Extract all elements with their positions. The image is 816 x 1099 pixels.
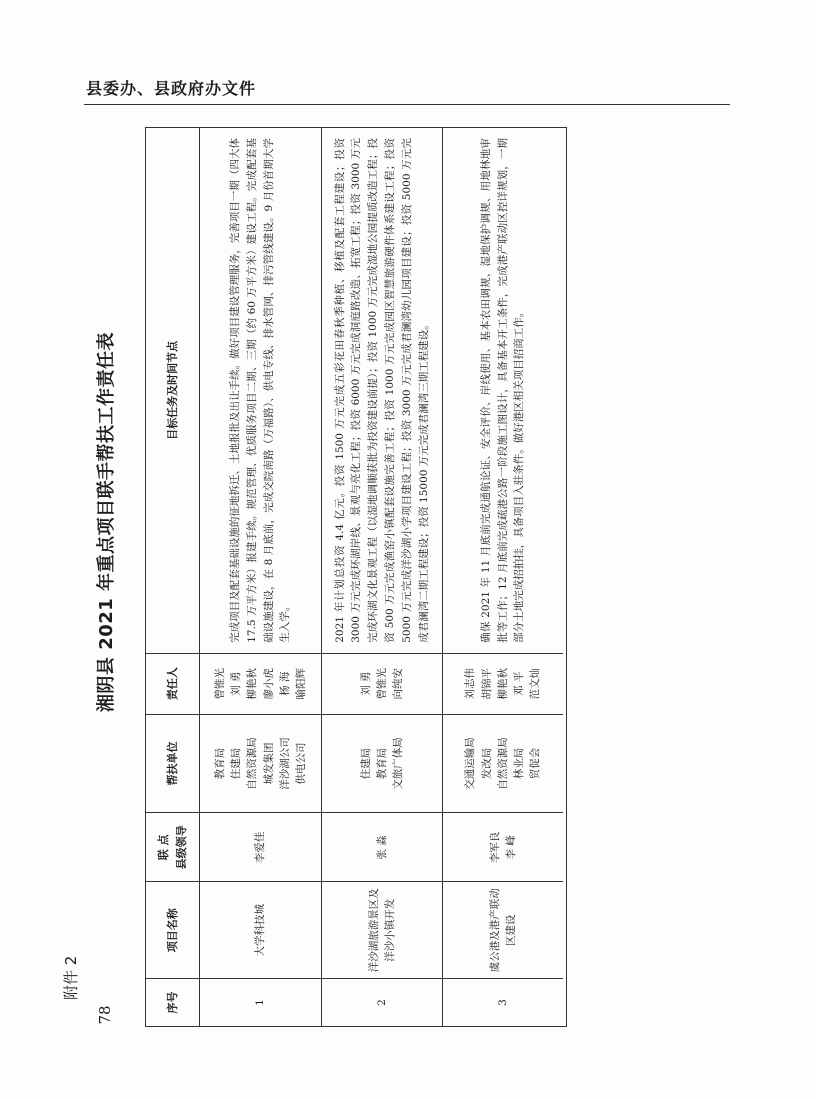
header-no: 序号 (146, 978, 199, 1026)
table-row (200, 128, 321, 1026)
person-name: 柳艳秋 (246, 667, 259, 700)
table-row (321, 128, 442, 1026)
person-name: 曾锥光 (375, 667, 388, 700)
person-name: 向纯安 (392, 667, 405, 700)
attachment-label: 附件 2 (61, 955, 80, 1000)
leader-name: 李 峰 (505, 835, 517, 860)
unit-name: 自然资源局 (246, 737, 259, 790)
person-name: 胡锦平 (480, 667, 493, 700)
row-no: 3 (443, 978, 563, 1026)
unit-name: 洋沙湖公司 (278, 737, 291, 790)
person-name: 杨 海 (278, 671, 291, 696)
row-county-leader (200, 812, 321, 881)
person-name: 范文灿 (529, 667, 542, 700)
person-name: 曾锥光 (213, 667, 226, 700)
unit-name: 教育局 (375, 747, 388, 780)
row-county-leader (443, 812, 563, 881)
leader-name: 李军良 (488, 831, 501, 864)
unit-name: 供电公司 (295, 742, 308, 785)
leader-name: 李爱佳 (254, 831, 267, 864)
row-project-name: 虞公港及港产联动区建设 (443, 881, 563, 978)
row-responsible-persons (322, 653, 442, 714)
table-header-row (146, 128, 200, 1026)
unit-name: 文旅广体局 (392, 737, 405, 790)
row-project-name: 洋沙湖旅游景区及洋沙小镇开发 (322, 881, 442, 978)
row-no: 1 (200, 978, 321, 1026)
table-row (442, 128, 563, 1026)
header-support-unit: 帮扶单位 (146, 714, 199, 813)
row-responsible-persons (443, 653, 563, 714)
responsibility-table (145, 127, 567, 1027)
unit-name: 林业局 (513, 747, 526, 780)
person-name: 邓 平 (513, 671, 526, 696)
unit-name: 发改局 (480, 747, 493, 780)
row-target-task: 完成项目及配套基础设施的征地拆迁、土地报批及出让手续。做好项目建设管理服务，完善项目一期（四大体 17.5 万平方米）报建手续。规范管理、优质服务项目二期、三期（约 60 万平方米）建设工程。完成配套基础设施建设，在 8 月底前，完成交院南路（万福路）、供电专线、排水管网、排污管线建设。9 月份首期大学生入学。 (228, 138, 292, 643)
row-county-leader (322, 812, 442, 881)
person-name: 廖小虎 (262, 667, 275, 700)
row-support-units (443, 714, 563, 813)
row-no: 2 (322, 978, 442, 1026)
unit-name: 住建局 (359, 747, 372, 780)
person-name: 柳艳秋 (496, 667, 509, 700)
row-support-units (322, 714, 442, 813)
unit-name: 交通运输局 (464, 737, 477, 790)
person-name: 刘 勇 (359, 671, 372, 696)
table-title: 湘阴县 2021 年重点项目联手帮扶工作责任表 (96, 331, 117, 713)
person-name: 刘 勇 (229, 671, 242, 696)
unit-name: 住建局 (229, 747, 242, 780)
header-target-task: 目标任务及时间节点 (165, 340, 179, 440)
leader-name: 张 淼 (375, 835, 388, 860)
header-county-leader: 联 点 县级领导 (146, 812, 199, 881)
header-project-name: 项目名称 (146, 881, 199, 978)
row-responsible-persons (200, 653, 321, 714)
unit-name: 贸促会 (529, 747, 542, 780)
row-target-task: 确保 2021 年 11 月底前完成通航论证、安全评价、岸线使用、基本农田调规、湿地保护调规、用地林地审批等工作；12 月底前完成疏港公路一阶段施工图设计，具备基本开工条件，完成港产联动区控详规划，一期部分土地完成招拍挂，具备项目入驻条件。做好港区相关项目招商工作。 (479, 138, 526, 643)
document-header-title: 县委办、县政府办文件 (86, 79, 257, 98)
row-project-name: 大学科技城 (200, 881, 321, 978)
unit-name: 自然资源局 (496, 737, 509, 790)
page-number: 78 (96, 1005, 114, 1025)
person-name: 喻阳辉 (295, 667, 308, 700)
unit-name: 教育局 (213, 747, 226, 780)
row-target-task: 2021 年计划总投资 4.4 亿元。投资 1500 万元完成五彩花田春秋季种植、移植及配套工程建设；投资 3000 万元完成环湖岸线、景观与亮化工程；投资 6000 万元完成洞庭路改造、拓宽工程；投资 3000 万元完成环湖文化景观工程（以湿地调顺获批为投资建设前提）；投资 1000 万元完成湿地公园提质改造工程；投资 500 万元完成渔窑小镇配套设施完善工程；投资 1000 万元完成园区智慧旅游硬件体系建设工程；投资 5000 万元完成洋沙湖小学项目建设工程；投资 3000 万元完成君澜湾幼儿园项目建设；投资 5000 万元完成君澜湾二期工程建设；投资 15000 万元完成君澜湾三期工程建设。 (333, 138, 430, 643)
header-divider (84, 104, 730, 105)
row-support-units (200, 714, 321, 813)
header-responsible-person: 责任人 (146, 653, 199, 714)
unit-name: 城发集团 (262, 742, 275, 785)
person-name: 刘志伟 (464, 667, 477, 700)
